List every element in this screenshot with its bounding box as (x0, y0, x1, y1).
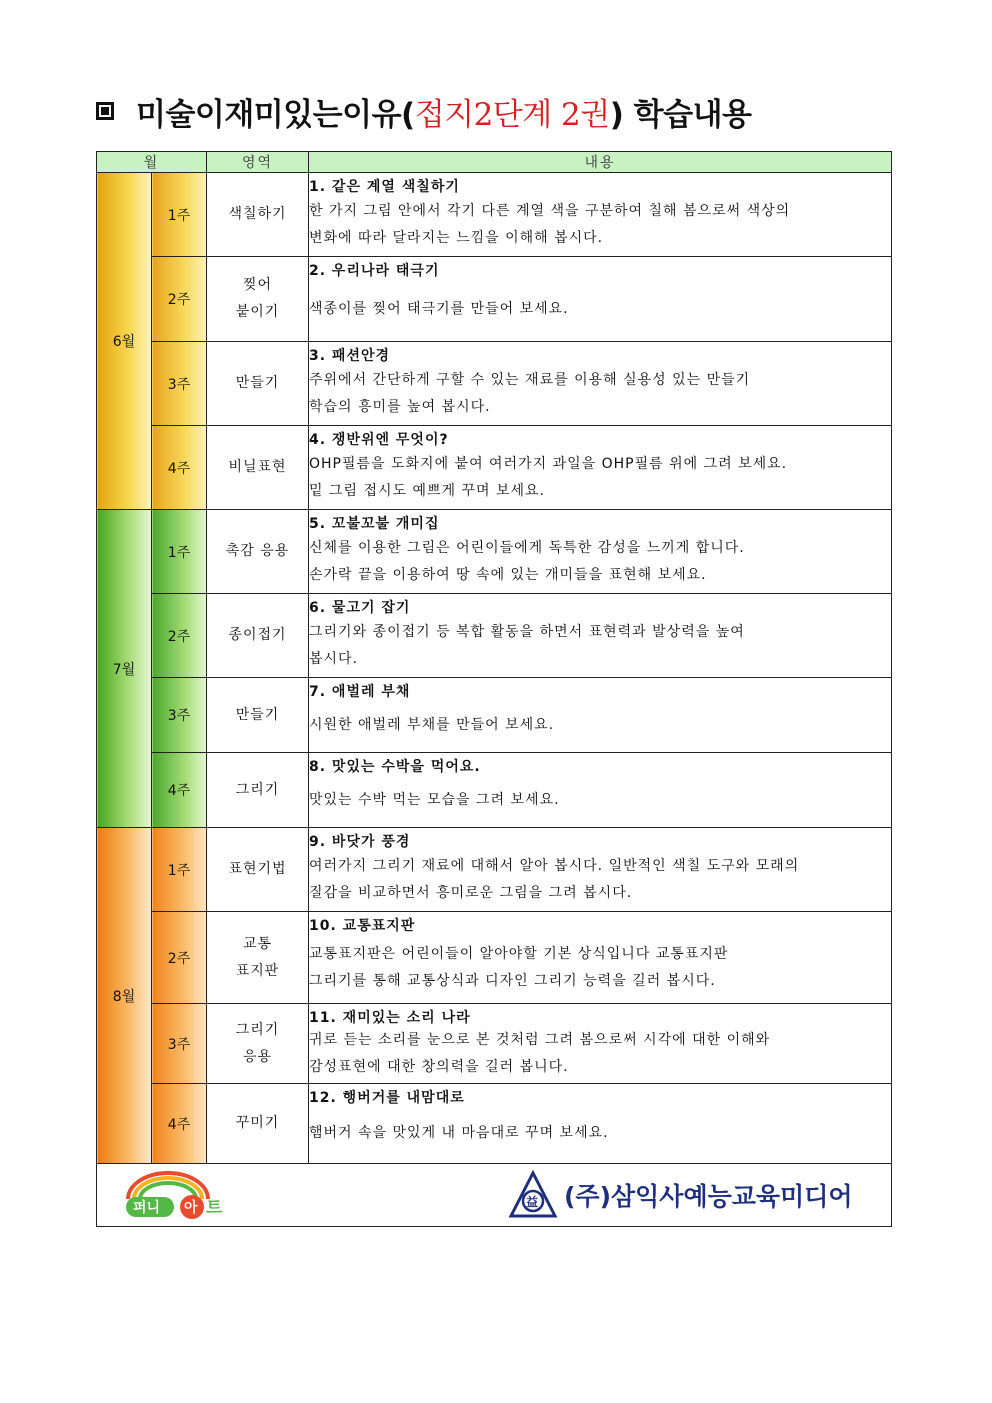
area-line: 교통 (242, 935, 273, 952)
lesson-title: 2. 우리나라 태극기 (309, 262, 440, 279)
week-cell: 1주 (152, 173, 207, 257)
area-cell (207, 173, 309, 257)
week-cell: 3주 (152, 678, 207, 753)
title-highlight: 접지2단계 2권 (414, 96, 610, 133)
lesson-title: 8. 맛있는 수박을 먹어요. (309, 758, 481, 775)
area-line: 붙이기 (235, 304, 280, 320)
svg-text:益: 益 (526, 1195, 539, 1209)
week-cell: 2주 (152, 912, 207, 1004)
table-row (97, 828, 892, 912)
area-line: 비닐표현 (228, 459, 287, 475)
lesson-description: 그리기를 통해 교통상식과 디자인 그리기 능력을 길러 봅시다. (309, 972, 716, 989)
area-line: 꾸미기 (235, 1115, 280, 1131)
svg-text:아: 아 (184, 1200, 198, 1216)
content-cell (309, 753, 892, 828)
area-line: 종이접기 (228, 627, 287, 643)
table-row (97, 257, 892, 342)
area-line: 그리기 (235, 781, 280, 798)
lesson-description: 시원한 애벌레 부채를 만들어 보세요. (309, 716, 555, 733)
content-cell (309, 1084, 892, 1164)
week-cell: 2주 (152, 257, 207, 342)
curriculum-table (96, 151, 892, 1227)
content-cell (309, 257, 892, 342)
lesson-title: 11. 재미있는 소리 나라 (309, 1009, 471, 1026)
lesson-description: 색종이를 찢어 태극기를 만들어 보세요. (309, 300, 569, 317)
table-row (97, 426, 892, 510)
week-cell: 3주 (152, 342, 207, 426)
svg-text:퍼니: 퍼니 (133, 1200, 161, 1216)
lesson-description: 귀로 듣는 소리를 눈으로 본 것처럼 그려 봄으로써 시각에 대한 이해와 (309, 1031, 771, 1048)
samik-logo (508, 1170, 853, 1220)
area-line: 표현기법 (228, 861, 287, 877)
title-main: 미술이재미있는이유( (136, 96, 415, 133)
lesson-description: 주위에서 간단하게 구할 수 있는 재료를 이용해 실용성 있는 만들기 (309, 371, 751, 388)
week-cell: 1주 (152, 828, 207, 912)
week-cell: 4주 (152, 753, 207, 828)
table-row (97, 342, 892, 426)
lesson-title: 5. 꼬불꼬불 개미집 (309, 515, 440, 532)
area-cell (207, 510, 309, 594)
content-cell (309, 828, 892, 912)
title-tail: ) 학습내용 (609, 96, 752, 133)
table-header-row (97, 152, 892, 173)
month-cell: 6월 (97, 173, 152, 510)
area-cell (207, 426, 309, 510)
table-row (97, 1084, 892, 1164)
area-line: 촉감 응용 (225, 543, 290, 559)
content-cell (309, 426, 892, 510)
header-content: 내용 (309, 152, 892, 173)
content-cell (309, 678, 892, 753)
area-cell (207, 1084, 309, 1164)
area-cell (207, 342, 309, 426)
lesson-description: 봅시다. (309, 650, 359, 667)
funnyart-logo (122, 1169, 242, 1221)
area-cell (207, 1004, 309, 1084)
lesson-title: 6. 물고기 잡기 (309, 599, 411, 616)
week-cell: 4주 (152, 1084, 207, 1164)
table-row (97, 594, 892, 678)
lesson-description: 맛있는 수박 먹는 모습을 그려 보세요. (309, 791, 560, 808)
header-area: 영역 (207, 152, 309, 173)
lesson-description: 햄버거 속을 맛있게 내 마음대로 꾸며 보세요. (309, 1125, 609, 1141)
lesson-title: 1. 같은 계열 색칠하기 (309, 178, 460, 195)
area-cell (207, 678, 309, 753)
table-row (97, 678, 892, 753)
area-line: 찢어 (242, 277, 273, 293)
area-cell (207, 828, 309, 912)
lesson-title: 3. 패션안경 (309, 347, 391, 364)
page-title (96, 88, 751, 134)
table-row (97, 510, 892, 594)
samik-emblem-icon (508, 1170, 558, 1220)
month-cell: 7월 (97, 510, 152, 828)
content-cell (309, 594, 892, 678)
lesson-description: OHP필름을 도화지에 붙여 여러가지 과일을 OHP필름 위에 그려 보세요. (309, 455, 788, 472)
lesson-description: 밑 그림 접시도 예쁘게 꾸며 보세요. (309, 482, 546, 499)
lesson-title: 4. 쟁반위엔 무엇이? (309, 431, 449, 448)
area-cell (207, 257, 309, 342)
area-cell (207, 753, 309, 828)
square-bullet-icon (96, 102, 114, 120)
content-cell (309, 912, 892, 1004)
month-cell: 8월 (97, 828, 152, 1164)
lesson-title: 9. 바닷가 풍경 (309, 833, 411, 850)
area-line: 표지판 (235, 962, 280, 979)
area-line: 그리기 (235, 1021, 280, 1038)
lesson-description: 손가락 끝을 이용하여 땅 속에 있는 개미들을 표현해 보세요. (309, 566, 707, 583)
week-cell: 1주 (152, 510, 207, 594)
lesson-description: 감성표현에 대한 창의력을 길러 봅니다. (309, 1058, 569, 1075)
samik-logo-text: (주)삼익사예능교육미디어 (564, 1182, 853, 1211)
area-cell (207, 912, 309, 1004)
lesson-title: 12. 행버거를 내맘대로 (309, 1089, 465, 1106)
table-row (97, 1004, 892, 1084)
lesson-description: 여러가지 그리기 재료에 대해서 알아 봅시다. 일반적인 색칠 도구와 모래의 (309, 857, 800, 874)
content-cell (309, 173, 892, 257)
lesson-description: 학습의 흥미를 높여 봅시다. (309, 398, 491, 415)
content-cell (309, 510, 892, 594)
lesson-description: 질감을 비교하면서 흥미로운 그림을 그려 봅시다. (309, 884, 633, 901)
lesson-description: 변화에 따라 달라지는 느낌을 이해해 봅시다. (309, 229, 604, 246)
svg-text:트: 트 (206, 1198, 223, 1218)
table-row (97, 173, 892, 257)
lesson-description: 신체를 이용한 그림은 어린이들에게 독특한 감성을 느끼게 합니다. (309, 539, 745, 556)
area-line: 만들기 (235, 706, 280, 723)
content-cell (309, 1004, 892, 1084)
area-line: 응용 (242, 1048, 273, 1065)
week-cell: 2주 (152, 594, 207, 678)
area-line: 색칠하기 (228, 206, 287, 222)
lesson-description: 교통표지판은 어린이들이 알아야할 기본 상식입니다 교통표지판 (309, 945, 729, 962)
lesson-description: 그리기와 종이접기 등 복합 활동을 하면서 표현력과 발상력을 높여 (309, 623, 745, 640)
area-cell (207, 594, 309, 678)
area-line: 만들기 (235, 375, 280, 391)
week-cell: 3주 (152, 1004, 207, 1084)
table-row (97, 753, 892, 828)
lesson-title: 7. 애벌레 부채 (309, 683, 411, 700)
table-row (97, 912, 892, 1004)
content-cell (309, 342, 892, 426)
week-cell: 4주 (152, 426, 207, 510)
lesson-title: 10. 교통표지판 (309, 917, 416, 934)
header-month: 월 (97, 152, 207, 173)
lesson-description: 한 가지 그림 안에서 각기 다른 계열 색을 구분하여 칠해 봄으로써 색상의 (309, 202, 791, 219)
